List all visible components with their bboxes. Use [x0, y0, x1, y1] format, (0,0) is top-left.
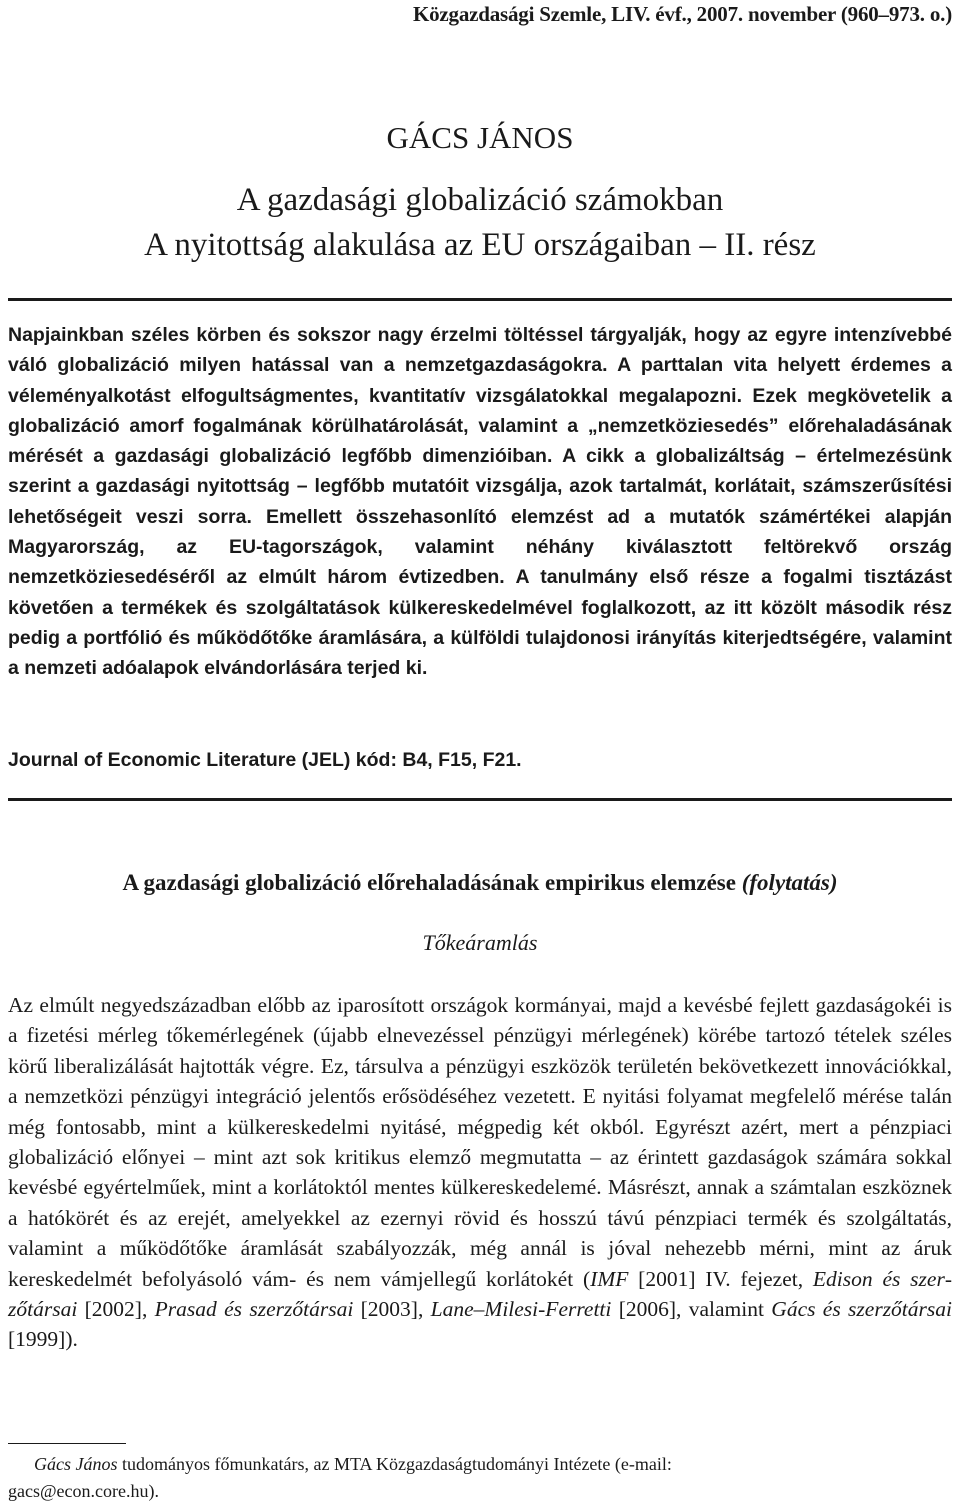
body-text-6: [1999]).: [8, 1327, 78, 1352]
footnote-divider: [8, 1443, 126, 1444]
bottom-divider: [8, 798, 952, 801]
body-text-4: [2003],: [353, 1297, 431, 1322]
subsection-heading: Tőkeáramlás: [422, 930, 538, 955]
body-text-1: Az elmúlt negyedszázadban előbb az iparosított országok kormányai, majd a kevésbé fejlett gazdaságokéi is a fizetési mérleg tőkemérlegének (újabb elnevezéssel pénzügyi mérlegének) körébe tartozó tételek széles körű liberalizálását hajtották végre. Ez, társulva a pénzügyi eszközök területén bekövetkezett innovációkkal, a nemzetközi pénzügyi integráció jelentős erősödéséhez vezetett. E nyitási folyamat megfelelő mérése talán még fontosabb, mint a külkereskedelmi nyitásé, mégpedig két okból. Egyrészt azért, mert a pénzpiaci globalizáció előnyei – mint azt sok kritikus elemző megmutatta – az érintett gazdaságok számára sokkal kevésbé egyértelműek, mint a korlátoktól mentes külkereskedelemé. Másrészt, annak a számtalan eszköznek a hatókörét és az erejét, amelyekkel az ezernyi rövid és hosszú távú pénzpiaci termék és szolgáltatás, valamint a működőtőke áramlását szabályozzák, még annál is jóval nehezebb mérni, mint az áruk kereskedelmét befolyásoló vám- és nem vámjellegű korlátokét (: [8, 993, 952, 1291]
footnote-email: gacs@econ.core.hu).: [8, 1481, 160, 1501]
footnote-author: Gács János: [34, 1454, 118, 1474]
citation-lane: Lane–Milesi-Ferretti: [430, 1297, 612, 1322]
body-paragraph: [8, 990, 952, 1355]
body-text-5: [2006], valamint: [611, 1297, 772, 1322]
footnote: [8, 1451, 952, 1505]
body-text-3: [2002],: [77, 1297, 155, 1322]
citation-edison: Edison és szerzőtársai: [8, 1266, 952, 1322]
jel-code: Journal of Economic Literature (JEL) kód: B4, F15, F21.: [8, 749, 522, 771]
abstract: Napjainkban széles körben és sokszor nagy érzelmi töltéssel tárgyalják, hogy az egyre intenzívebbé váló globalizáció milyen hatással van a nemzetgazdaságokra. A parttalan vita helyett érdemes a véleményalkotást elfogultságmentes, kvantitatív vizsgálatokkal megalapozni. Ezek megkövetelik a globalizáció amorf fogalmának körülhatárolását, valamint a „nemzetköziesedés” előrehaladásának mérését a gazdasági globalizáció legfőbb dimenzióiban. A cikk a globalizáltság – értelmezésünk szerint a gazdasági nyitottság – legfőbb mutatóit vizsgálja, azok tartalmát, korlátait, számszerűsítési lehetőségeit veszi sorra. Emellett összehasonlító elemzést ad a mutatók számértékei alapján Magyarország, az EU-tagországok, valamint néhány kiválasztott feltörekvő ország nemzetköziesedéséről az elmúlt három évtizedben. A tanulmány első része a fogalmi tisztázást követően a termékek és szolgáltatások külkereskedelmével foglalkozott, az itt közölt második rész pedig a portfólió és működőtőke áramlására, a külföldi tulajdonosi irányítás kiterjedtségére, valamint a nemzeti adóalapok elvándorlására terjed ki.: [8, 324, 952, 680]
body-text-2: [2001] IV. fejezet,: [628, 1266, 813, 1291]
footnote-line-1: [8, 1451, 952, 1478]
author-name: GÁCS JÁNOS: [386, 120, 574, 155]
citation-gacs: Gács és szerzőtársai: [771, 1297, 952, 1322]
citation-prasad: Prasad és szerzőtársai: [154, 1297, 354, 1322]
title-line-2: A nyitottság alakulása az EU országaiban – II. rész: [144, 227, 816, 263]
section-heading-text: A gazdasági globalizáció előrehaladásának empirikus elemzése: [122, 870, 736, 895]
section-heading-suffix: (folytatás): [741, 870, 838, 895]
section-heading: [0, 870, 960, 896]
citation-imf: IMF: [590, 1266, 629, 1291]
title-line-1: A gazdasági globalizáció számokban: [236, 182, 724, 218]
article-title: [0, 178, 960, 268]
running-head: Közgazdasági Szemle, LIV. évf., 2007. november (960–973. o.): [412, 2, 952, 26]
top-divider: [8, 298, 952, 301]
footnote-affiliation: tudományos főmunkatárs, az MTA Közgazdaságtudományi Intézete (e-mail:: [117, 1454, 672, 1474]
